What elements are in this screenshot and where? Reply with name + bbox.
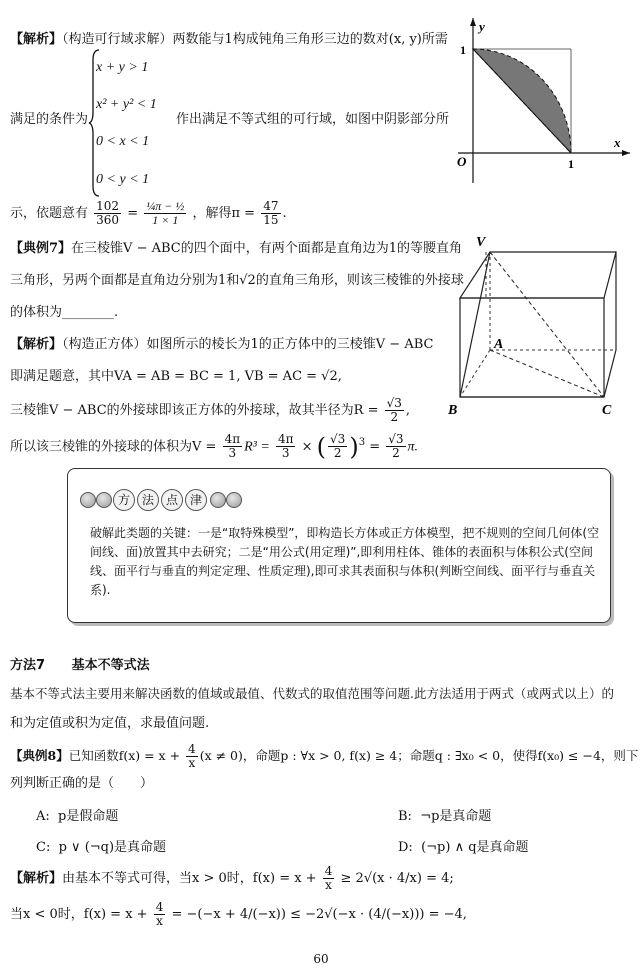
section-heading xyxy=(10,654,150,673)
example8-line2: 列判断正确的是（ ） xyxy=(10,776,154,791)
vertex-b-label: B xyxy=(448,403,458,418)
solution-tag: 【解析】 xyxy=(10,32,63,47)
option-a: A: p是假命题 xyxy=(36,809,119,824)
fraction-4pi-3-b: $\frac{4\pi}{3}$ xyxy=(277,432,294,461)
fraction-pi-expression: $\frac{\text{¼π − ½}}{1 \times 1}$ xyxy=(146,199,185,227)
y-axis-label: y xyxy=(479,19,485,34)
solution8-line2: 当x < 0时，f(x) = x + $\frac{4}{x}$ = −(−x + 4/(−x)) ≤ −2√(−x · (4/(−x))) = −4, xyxy=(10,900,467,928)
x-axis-arrow-icon xyxy=(622,150,630,156)
cube-top-face xyxy=(460,252,616,298)
example8-line1: 【典例8】已知函数f(x) = x + $\frac{4}{x}$ (x ≠ 0)，命题p : ∀x > 0, f(x) ≥ 4；命题q : ∃x₀ < 0，使得f(x₀) ≤ −4，则下 xyxy=(10,742,639,770)
page-number: 60 xyxy=(313,952,329,966)
solution7-line1: 【解析】（构造正方体）如图所示的棱长为1的正方体中的三棱锥V − ABC xyxy=(10,337,434,352)
condition-4: 0 < y < 1 xyxy=(96,172,150,187)
example7-line2: 三角形，另两个面都是直角边分别为1和√2的直角三角形，则该三棱锥的外接球 xyxy=(10,273,464,288)
example7-line1: 【典例7】在三棱锥V − ABC的四个面中，有两个面都是直角边为1的等腰直角 xyxy=(10,241,462,256)
decor-dot-icon xyxy=(96,492,112,508)
vertex-a-label: A xyxy=(494,337,504,352)
fraction-4-x: $\frac{4}{x}$ xyxy=(324,864,333,892)
edge-ac xyxy=(490,350,604,397)
condition-3: 0 < x < 1 xyxy=(96,134,150,149)
radius-fraction: $\frac{√3}{2}$ xyxy=(386,396,402,424)
x-tick-label: 1 xyxy=(568,157,574,171)
solution7-line2: 即满足题意，其中VA = AB = BC = 1, VB = AC = √2, xyxy=(10,369,342,384)
x-axis-label: x xyxy=(614,135,621,150)
badge-char: 点 xyxy=(161,489,183,511)
badge-char: 法 xyxy=(137,489,159,511)
option-b: B: ¬p是真命题 xyxy=(398,809,492,824)
example7-line3: 的体积为________. xyxy=(10,305,119,320)
cube-front-face xyxy=(460,298,604,397)
method-number: 方法7 xyxy=(10,658,46,673)
vertex-c-label: C xyxy=(602,403,612,418)
solution-tag: 【解析】 xyxy=(10,337,63,352)
y-axis-arrow-icon xyxy=(470,18,476,26)
paren-open: ( xyxy=(316,432,327,461)
exponent: 3 xyxy=(358,437,366,448)
cube-edge xyxy=(604,350,616,397)
fraction-sqrt3-2: $\frac{√3}{2}$ xyxy=(330,432,346,461)
example-tag: 【典例8】 xyxy=(10,748,69,763)
solution-tag: 【解析】 xyxy=(10,871,63,886)
edge-vc xyxy=(490,252,604,397)
fraction-4-x: $\frac{4}{x}$ xyxy=(188,742,196,770)
solution8-line1: 【解析】由基本不等式可得，当x > 0时，f(x) = x + $\frac{4}{x}$ ≥ 2√(x · 4/x) = 4; xyxy=(10,864,454,892)
paren-close: ) xyxy=(349,432,359,461)
solution1-line2-lead: 满足的条件为 xyxy=(10,112,89,127)
condition-2: x² + y² < 1 xyxy=(96,97,157,112)
method-tip-text: 破解此类题的关键：一是“取特殊模型”，即构造长方体或正方体模型，把不规则的空间几何体(空间线、面)放置其中去研究；二是“用公式(用定理)”,即利用柱体、锥体的表面积与体积公式(空间线、面平行与垂直的判定定理、性质定理),即可求其表面积与体积(判断空间线、面平行与垂直关系). xyxy=(90,526,600,597)
option-c: C: p ∨ (¬q)是真命题 xyxy=(36,840,167,855)
vertex-v-label: V xyxy=(476,235,486,250)
decor-dot-icon xyxy=(210,492,226,508)
method7-para-line1: 基本不等式法主要用来解决函数的值域或最值、代数式的取值范围等问题.此方法适用于两式（或两式以上）的 xyxy=(10,686,614,701)
method7-para-line2: 和为定值或积为定值，求最值问题. xyxy=(10,716,210,731)
fraction-102-360: $\frac{102}{360}$ xyxy=(96,199,120,227)
fraction-4pi-3: $\frac{4\pi}{3}$ xyxy=(224,432,241,461)
feasible-region-graph xyxy=(448,18,633,188)
solution1-line1: 【解析】（构造可行域求解）两数能与1构成钝角三角形三边的数对(x, y)所需 xyxy=(10,32,448,47)
method-title: 基本不等式法 xyxy=(71,658,150,673)
option-d: D: (¬p) ∧ q是真命题 xyxy=(398,840,529,855)
badge-char: 津 xyxy=(185,489,207,511)
example-tag: 【典例7】 xyxy=(10,241,72,256)
decor-dot-icon xyxy=(80,492,96,508)
decor-dot-icon xyxy=(226,492,242,508)
badge-char: 方 xyxy=(113,489,135,511)
y-tick-label: 1 xyxy=(460,43,466,57)
fraction-result: $\frac{√3}{2}$ xyxy=(388,432,404,461)
origin-label: O xyxy=(457,154,467,169)
solution1-line2-tail: 作出满足不等式组的可行域，如图中阴影部分所 xyxy=(176,112,450,127)
solution1-line3: 示，依题意有 $\frac{102}{360}$ = $\frac{\text{¼π − ½}}{1 \times 1}$ ，解得π = $\frac{47}{15}$ . xyxy=(10,199,287,227)
condition-1: x + y > 1 xyxy=(96,60,149,75)
solution7-line4: 所以该三棱锥的外接球的体积为V = $\frac{4\pi}{3}$ R³ = $\frac{4\pi}{3}$ × ( $\frac{√3}{2}$ )$^3$ = $\frac{√3}{2}$ π. xyxy=(10,432,419,461)
fraction-4-x: $\frac{4}{x}$ xyxy=(155,900,164,928)
edge-vb xyxy=(460,252,490,397)
fraction-47-15: $\frac{47}{15}$ xyxy=(263,199,279,227)
solution7-line3: 三棱锥V − ABC的外接球即该正方体的外接球，故其半径为R = $\frac{√3}{2}$ , xyxy=(10,396,411,424)
cube-figure xyxy=(440,232,640,422)
